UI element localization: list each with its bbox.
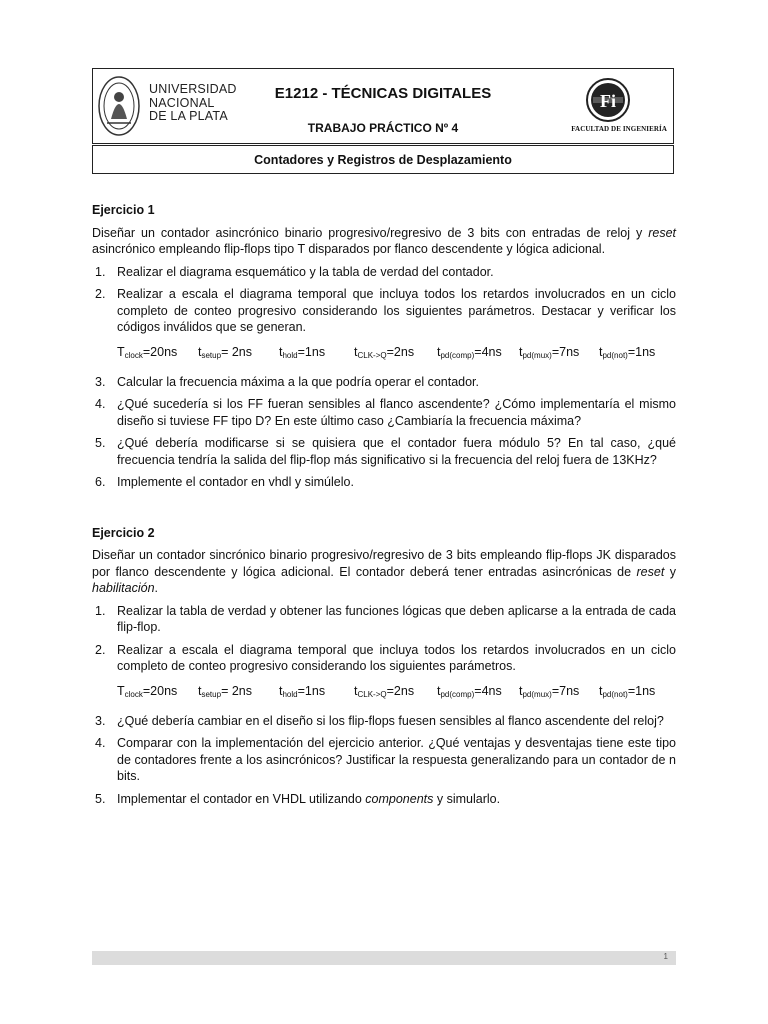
faculty-logo-icon bbox=[585, 77, 631, 123]
param-thold: $t_{hold}=1ns$ bbox=[279, 683, 326, 699]
list-item: 3. ¿Qué debería cambiar en el diseño si los flip-flops fuesen sensibles al flanco ascendente del reloj? bbox=[95, 713, 664, 728]
list-item: 6. Implemente el contador en vhdl y simúlelo. bbox=[95, 475, 354, 489]
param-tsetup: $t_{setup}= 2ns$ bbox=[198, 683, 252, 699]
university-name: UNIVERSIDAD NACIONAL DE LA PLATA bbox=[149, 82, 237, 123]
faculty-name: FACULTAD DE INGENIERÍA bbox=[571, 125, 667, 133]
practical-work-title: TRABAJO PRÁCTICO Nº 4 bbox=[307, 121, 459, 135]
param-tclock: $T_{clock}=20ns$ bbox=[117, 683, 178, 699]
param-thold: $t_{hold}=1ns$ bbox=[279, 344, 326, 360]
list-item: 2. Realizar a escala el diagrama temporal que incluya todos los retardos involucrados en un ciclo completo de conteo progresivo considerando los siguientes parámetros. Destacar y verificar los códigos inválidos que se generan. bbox=[95, 287, 676, 334]
list-item: 3. Calcular la frecuencia máxima a la que podría operar el contador. bbox=[95, 374, 480, 389]
list-item: 2. Realizar a escala el diagrama temporal que incluya todos los retardos involucrados en un ciclo completo de conteo progresivo considerando los siguientes parámetros. bbox=[95, 642, 676, 673]
list-item: 4. Comparar con la implementación del ejercicio anterior. ¿Qué ventajas y desventajas tiene este tipo de contadores frente a los asincrónicos? Justificar la respuesta generalizando para un contador de n bits. bbox=[95, 736, 676, 783]
faculty-logo-text: Fi bbox=[600, 91, 616, 111]
param-tpdcomp: $t_{pd(comp)}=4ns$ bbox=[437, 683, 502, 699]
param-tclkq: $t_{CLK->Q}=2ns$ bbox=[354, 344, 415, 360]
exercise-2-intro: Diseñar un contador sincrónico binario progresivo/regresivo de 3 bits empleando flip-flops JK disparados por flanco descendente y lógica adicional. El contador deberá tener entradas asincrónicas de reset y habilitación. bbox=[92, 548, 676, 595]
param-tclock: $T_{clock}=20ns$ bbox=[117, 344, 178, 360]
list-item: 5. Implementar el contador en VHDL utilizando components y simularlo. bbox=[95, 791, 501, 806]
list-item: 4. ¿Qué sucedería si los FF fueran sensibles al flanco ascendente? ¿Cómo implementaría el mismo diseño si tuviese FF tipo D? En este último caso ¿Cambiaría la frecuencia máxima? bbox=[95, 397, 676, 428]
exercise-2-list bbox=[92, 603, 676, 675]
timing-parameters-1 bbox=[117, 344, 676, 362]
page-footer bbox=[92, 951, 676, 965]
param-tpdmux: $t_{pd(mux)}=7ns$ bbox=[519, 683, 580, 699]
param-tpdnot: $t_{pd(not)}=1ns$ bbox=[599, 683, 656, 699]
document-header bbox=[92, 68, 674, 144]
param-tpdmux: $t_{pd(mux)}=7ns$ bbox=[519, 344, 580, 360]
exercise-2-list-continued bbox=[92, 713, 676, 808]
exercise-1-list bbox=[92, 264, 676, 336]
exercise-1-title: Ejercicio 1 bbox=[92, 203, 155, 217]
course-title: E1212 - TÉCNICAS DIGITALES bbox=[274, 85, 492, 102]
document-body bbox=[92, 202, 676, 813]
param-tpdcomp: $t_{pd(comp)}=4ns$ bbox=[437, 344, 502, 360]
list-item: 5. ¿Qué debería modificarse si se quisiera que el contador fuera módulo 5? En tal caso, ¿qué frecuencia tendría la salida del flip-flop más significativo si la frecuencia del reloj fuera de 13KHz? bbox=[95, 436, 676, 467]
list-item: 1. Realizar el diagrama esquemático y la tabla de verdad del contador. bbox=[95, 264, 494, 279]
page-number: 1 bbox=[663, 952, 668, 961]
timing-parameters-2 bbox=[117, 683, 676, 701]
exercise-1-intro: Diseñar un contador asincrónico binario progresivo/regresivo de 3 bits con entradas de reloj y reset asincrónico empleando flip-flops tipo T disparados por flanco descendente y lógica adicional. bbox=[92, 225, 676, 256]
exercise-2-title: Ejercicio 2 bbox=[92, 525, 155, 540]
subtitle-text: Contadores y Registros de Desplazamiento bbox=[254, 152, 512, 167]
document-subtitle bbox=[92, 145, 674, 174]
exercise-1-list-continued bbox=[92, 374, 676, 491]
list-item: 1. Realizar la tabla de verdad y obtener las funciones lógicas que deben aplicarse a la entrada de cada flip-flop. bbox=[95, 603, 676, 634]
param-tpdnot: $t_{pd(not)}=1ns$ bbox=[599, 344, 656, 360]
param-tsetup: $t_{setup}= 2ns$ bbox=[198, 344, 252, 360]
param-tclkq: $t_{CLK->Q}=2ns$ bbox=[354, 683, 415, 699]
